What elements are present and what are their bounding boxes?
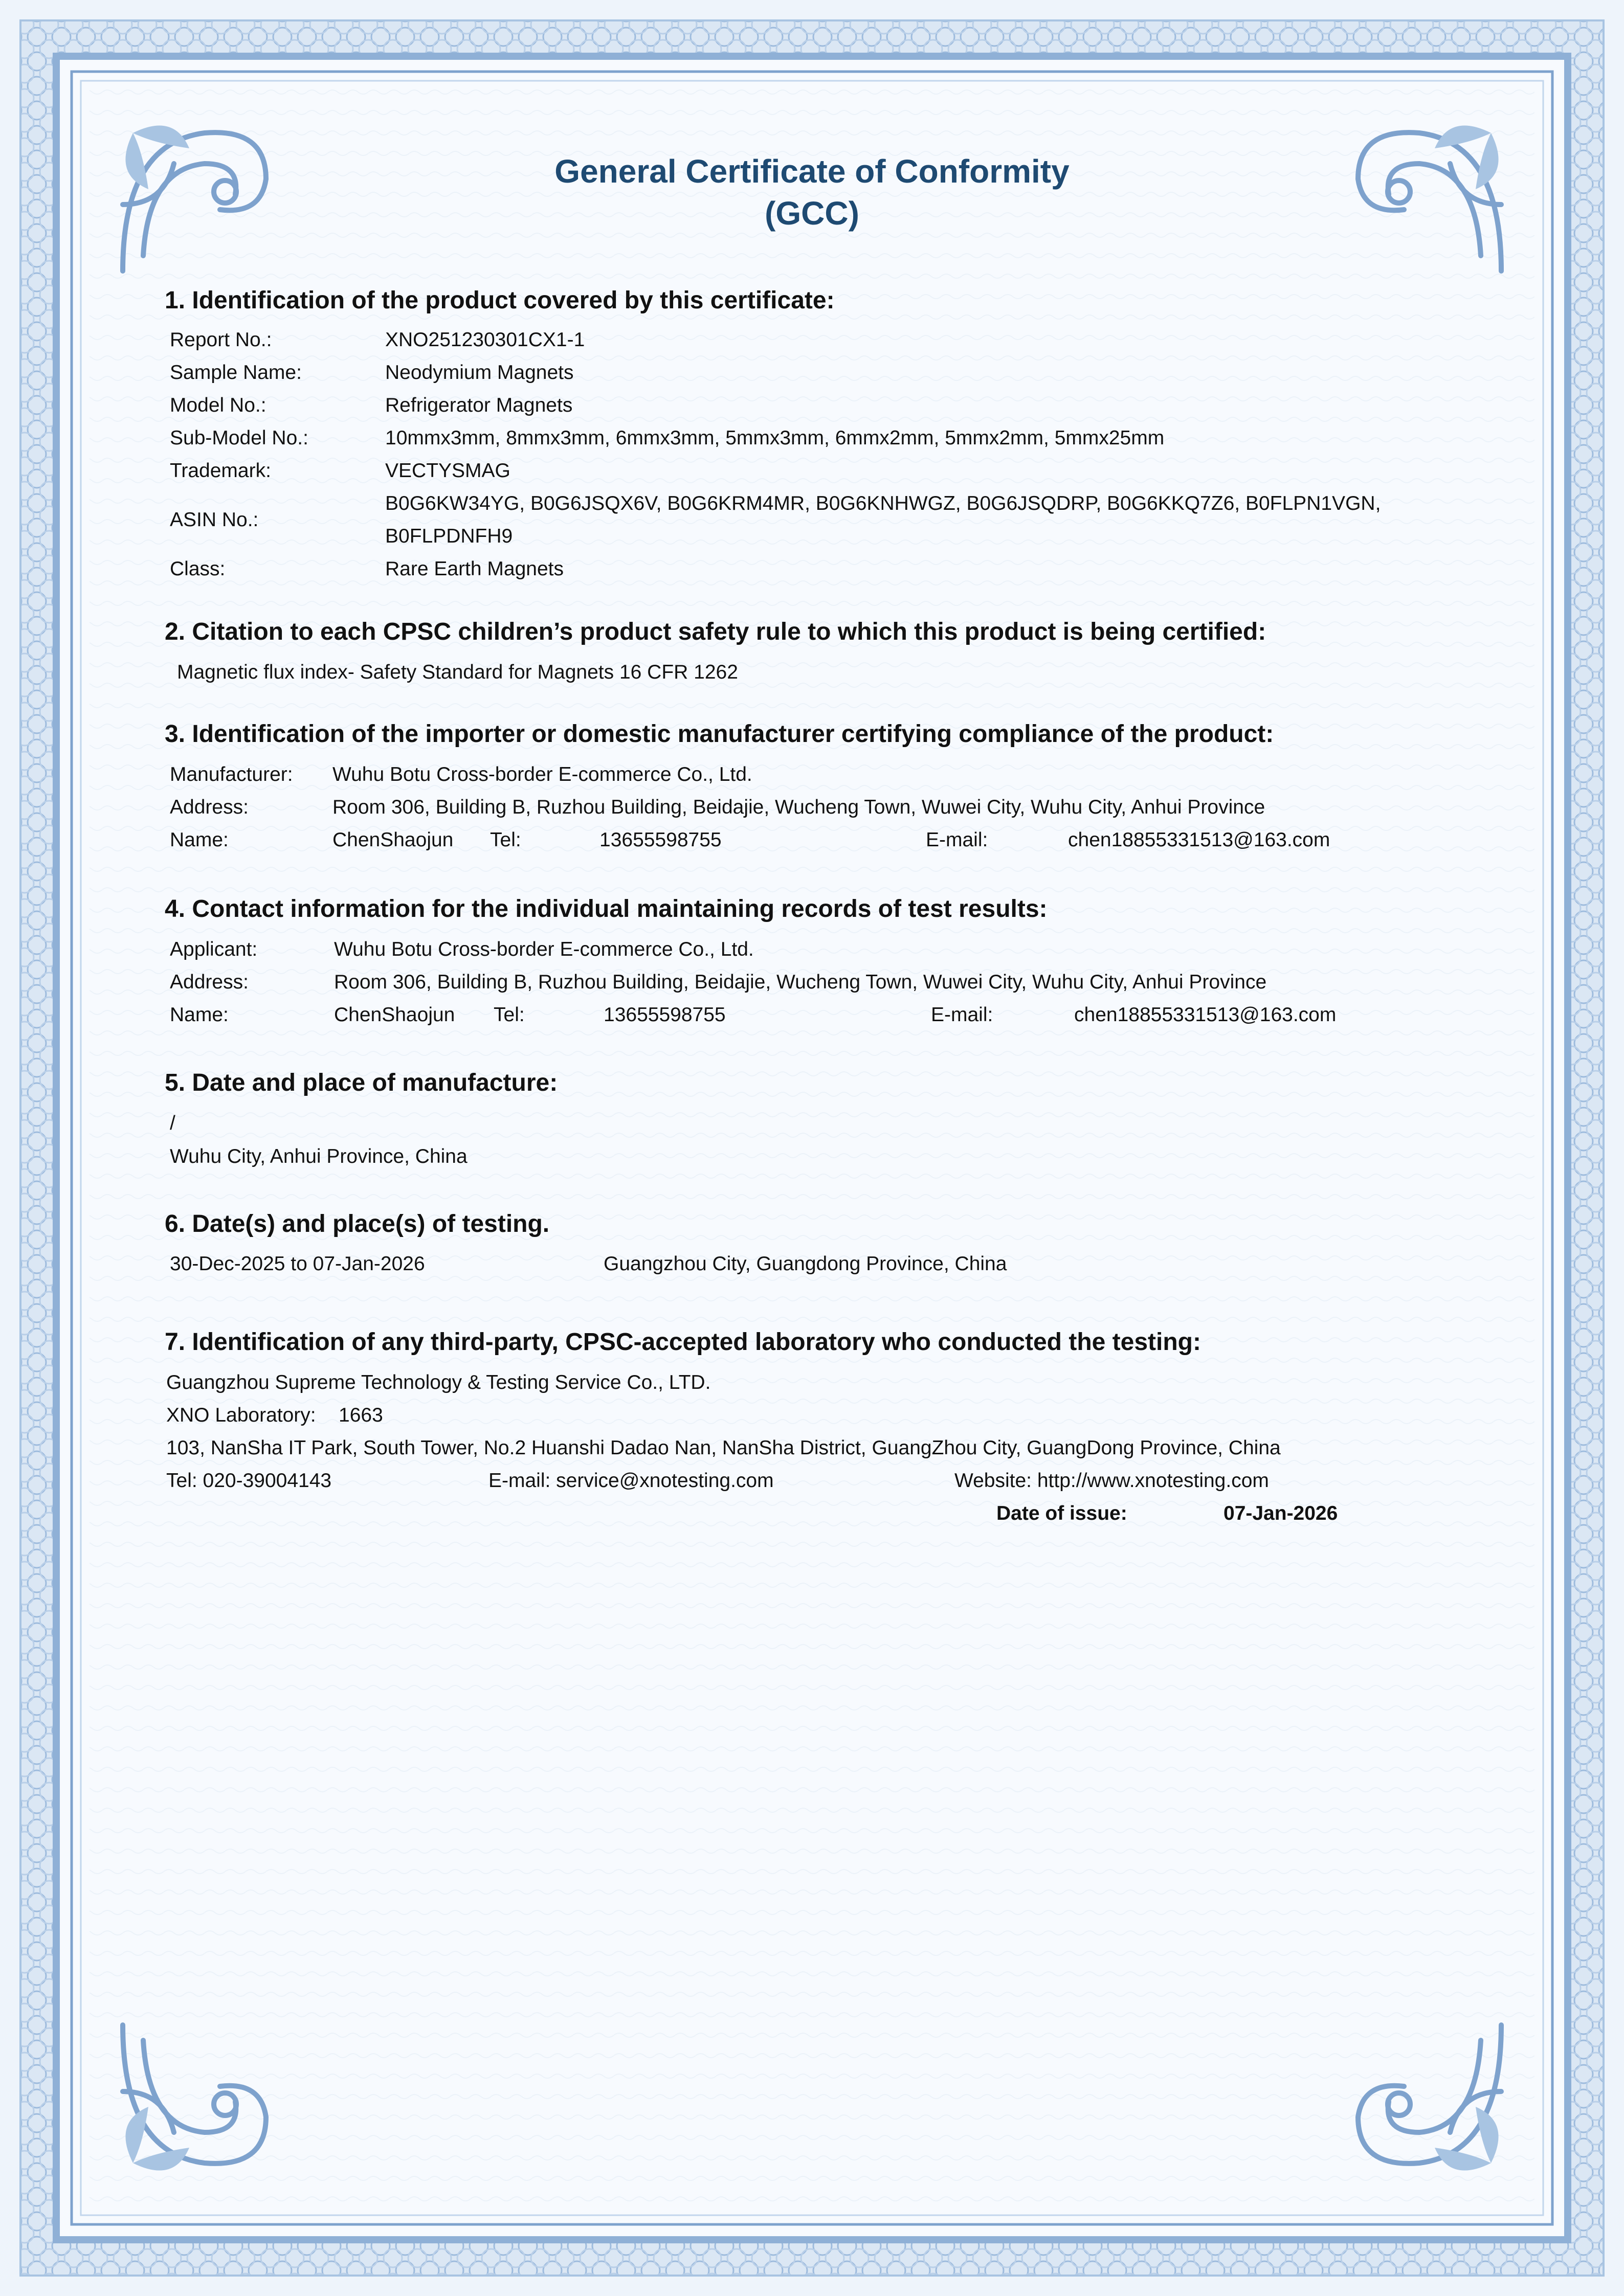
issue-date-label: Date of issue: — [996, 1502, 1127, 1524]
report-no-value: XNO251230301CX1-1 — [385, 329, 585, 351]
applicant-address-label: Address: — [170, 971, 249, 993]
corner-ornament-icon — [102, 2010, 286, 2194]
lab-name: Guangzhou Supreme Technology & Testing Service Co., LTD. — [166, 1371, 711, 1393]
section-5-heading: 5. Date and place of manufacture: — [165, 1069, 558, 1096]
manufacturer-name-label: Name: — [170, 829, 229, 851]
manufacturer-email-label: E-mail: — [926, 829, 988, 851]
applicant-email-value: chen18855331513@163.com — [1074, 1004, 1337, 1026]
class-value: Rare Earth Magnets — [385, 558, 564, 580]
section-6-heading: 6. Date(s) and place(s) of testing. — [165, 1210, 550, 1237]
trademark-value: VECTYSMAG — [385, 460, 510, 482]
manufacturer-name-value: ChenShaojun — [332, 829, 454, 851]
manufacturer-value: Wuhu Botu Cross-border E-commerce Co., Ltd. — [332, 763, 752, 785]
sub-model-value: 10mmx3mm, 8mmx3mm, 6mmx3mm, 5mmx3mm, 6mmx2mm, 5mmx2mm, 5mmx25mm — [385, 427, 1165, 449]
testing-dates: 30-Dec-2025 to 07-Jan-2026 — [170, 1253, 425, 1275]
section-1-heading: 1. Identification of the product covered by this certificate: — [165, 287, 835, 314]
sample-name-label: Sample Name: — [170, 362, 302, 384]
asin-value-line1: B0G6KW34YG, B0G6JSQX6V, B0G6KRM4MR, B0G6KNHWGZ, B0G6JSQDRP, B0G6KKQ7Z6, B0FLPN1VGN, — [385, 492, 1381, 514]
safety-rule-text: Magnetic flux index- Safety Standard for Magnets 16 CFR 1262 — [177, 661, 738, 683]
manufacturer-tel-label: Tel: — [490, 829, 521, 851]
lab-website: Website: http://www.xnotesting.com — [954, 1470, 1269, 1492]
section-7-heading: 7. Identification of any third-party, CPSC-accepted laboratory who conducted the testing: — [165, 1329, 1201, 1356]
testing-place: Guangzhou City, Guangdong Province, China — [604, 1253, 1007, 1275]
applicant-tel-label: Tel: — [494, 1004, 525, 1026]
lab-tel: Tel: 020-39004143 — [166, 1470, 332, 1492]
applicant-value: Wuhu Botu Cross-border E-commerce Co., Ltd. — [334, 938, 754, 960]
applicant-email-label: E-mail: — [931, 1004, 993, 1026]
lab-address: 103, NanSha IT Park, South Tower, No.2 Huanshi Dadao Nan, NanSha District, GuangZhou City, GuangDong Province, China — [166, 1437, 1281, 1459]
manufacturer-tel-value: 13655598755 — [599, 829, 722, 851]
asin-value-line2: B0FLPDNFH9 — [385, 525, 513, 547]
applicant-address-value: Room 306, Building B, Ruzhou Building, Beidajie, Wucheng Town, Wuwei City, Wuhu City, Anhui Province — [334, 971, 1267, 993]
manufacture-place: Wuhu City, Anhui Province, China — [170, 1145, 468, 1167]
manufacturer-address-label: Address: — [170, 796, 249, 818]
section-4-heading: 4. Contact information for the individual maintaining records of test results: — [165, 895, 1048, 922]
xno-lab-number: 1663 — [339, 1404, 383, 1426]
applicant-name-value: ChenShaojun — [334, 1004, 455, 1026]
manufacturer-email-value: chen18855331513@163.com — [1068, 829, 1330, 851]
applicant-name-label: Name: — [170, 1004, 229, 1026]
model-no-value: Refrigerator Magnets — [385, 394, 573, 416]
title-line-2: (GCC) — [765, 195, 859, 232]
section-3-heading: 3. Identification of the importer or domestic manufacturer certifying compliance of the product: — [165, 721, 1274, 748]
section-2-heading: 2. Citation to each CPSC children’s product safety rule to which this product is being certified: — [165, 618, 1266, 645]
sub-model-label: Sub-Model No.: — [170, 427, 308, 449]
asin-label: ASIN No.: — [170, 509, 259, 531]
report-no-label: Report No.: — [170, 329, 272, 351]
model-no-label: Model No.: — [170, 394, 266, 416]
title-line-1: General Certificate of Conformity — [554, 153, 1070, 190]
issue-date-value: 07-Jan-2026 — [1223, 1502, 1338, 1524]
manufacturer-address-value: Room 306, Building B, Ruzhou Building, Beidajie, Wucheng Town, Wuwei City, Wuhu City, Anhui Province — [332, 796, 1265, 818]
manufacturer-label: Manufacturer: — [170, 763, 293, 785]
manufacture-date: / — [170, 1112, 175, 1134]
class-label: Class: — [170, 558, 226, 580]
applicant-tel-value: 13655598755 — [604, 1004, 726, 1026]
sample-name-value: Neodymium Magnets — [385, 362, 574, 384]
corner-ornament-icon — [1338, 2010, 1522, 2194]
lab-email: E-mail: service@xnotesting.com — [488, 1470, 774, 1492]
trademark-label: Trademark: — [170, 460, 271, 482]
xno-lab-label: XNO Laboratory: — [166, 1404, 316, 1426]
applicant-label: Applicant: — [170, 938, 258, 960]
